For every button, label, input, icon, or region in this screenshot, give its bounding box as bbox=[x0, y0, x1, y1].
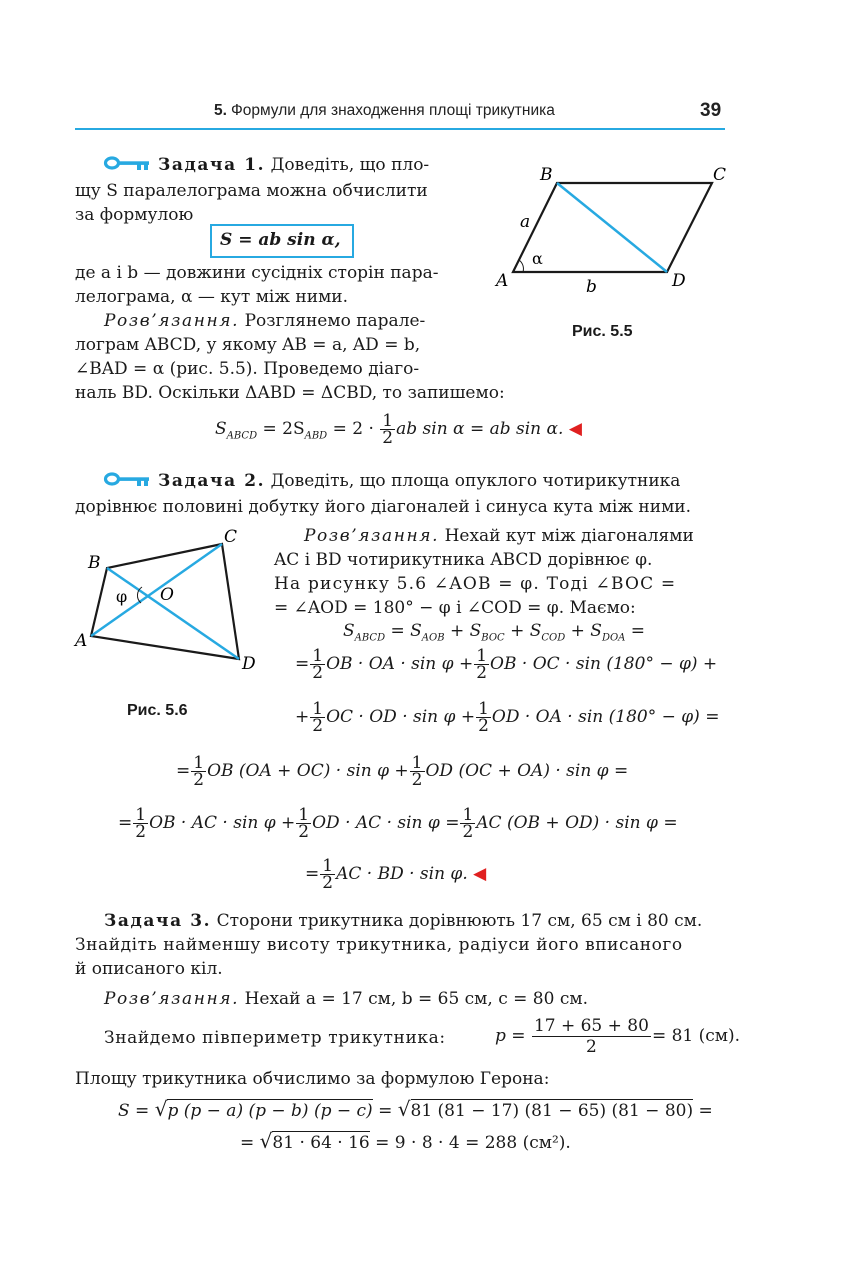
label-D: D bbox=[242, 654, 256, 674]
task2-eq3: + $\frac{1}{2}$ OC · OD · sin φ + $\frac{1}{2}$ OD · OA · sin (180° − φ) = bbox=[295, 699, 720, 736]
task1-first-line bbox=[158, 154, 468, 176]
heron-formula-2: = √81 · 64 · 16 = 9 · 8 · 4 = 288 (см²). bbox=[240, 1129, 571, 1153]
task3-text-4: Нехай a = 17 см, b = 65 см, c = 80 см. bbox=[244, 989, 588, 1009]
heron-formula-1: S = √p (p − a) (p − b) (p − c) = √81 (81 − 17) (81 − 65) (81 − 80) = bbox=[118, 1097, 713, 1121]
task1-text-4: де a і b — довжини сусідніх сторін пара- bbox=[75, 263, 439, 283]
task1-text-8: ∠BAD = α (рис. 5.5). Проведемо діаго- bbox=[75, 359, 420, 379]
task1-formula: $S_{ABCD} = 2S_{ABD} = 2$ · $\frac{1}{2}$ ab sin α = ab sin α. ◀ bbox=[215, 411, 582, 448]
page-number: 39 bbox=[700, 100, 722, 121]
label-A: A bbox=[496, 271, 509, 291]
chapter-number: 5. bbox=[214, 102, 227, 119]
label-O: O bbox=[160, 585, 174, 605]
task1-text-5: лелограма, α — кут між ними. bbox=[75, 287, 349, 307]
label-B: B bbox=[88, 553, 101, 573]
task3-solution-line bbox=[104, 988, 588, 1010]
task3-text-3: й описаного кіл. bbox=[75, 959, 223, 979]
key-icon bbox=[103, 155, 151, 171]
task2-text-6: = ∠AOD = 180° − φ і ∠COD = φ. Маємо: bbox=[274, 598, 636, 618]
task1-text-1: Доведіть, що пло- bbox=[270, 155, 430, 175]
label-alpha: α bbox=[532, 249, 543, 268]
solution-label: Розв’язання. bbox=[104, 311, 240, 331]
task2-solution-line bbox=[304, 525, 694, 547]
solution-label: Розв’язання. bbox=[104, 989, 240, 1009]
task1-text-2: щу S паралелограма можна обчислити bbox=[75, 181, 428, 201]
task3-label: Задача 3. bbox=[104, 911, 212, 931]
task1-solution-line bbox=[104, 310, 425, 332]
figure-5-6-caption: Рис. 5.6 bbox=[127, 702, 188, 719]
task1-text-6: Розглянемо парале- bbox=[244, 311, 426, 331]
task1-text-3: за формулою bbox=[75, 205, 194, 225]
task2-text-2: дорівнює половині добутку його діагоналей і синуса кута між ними. bbox=[75, 497, 692, 517]
task2-eq2: = $\frac{1}{2}$ OB · OA · sin φ + $\frac{1}{2}$ OB · OC · sin (180° − φ) + bbox=[295, 646, 718, 683]
label-D: D bbox=[672, 271, 686, 291]
figure-5-5-caption: Рис. 5.5 bbox=[572, 323, 633, 340]
task2-eq1: $S_{ABCD} = S_{AOB} + S_{BOC} + S_{COD} + S_{DOA}$ = bbox=[343, 621, 646, 644]
task2-eq4: = $\frac{1}{2}$ OB (OA + OC) · sin φ + $\frac{1}{2}$ OD (OC + OA) · sin φ = bbox=[176, 753, 629, 790]
end-marker-icon: ◀ bbox=[568, 419, 582, 439]
label-C: C bbox=[224, 527, 238, 547]
task3-text-6: Площу трикутника обчислимо за формулою Герона: bbox=[75, 1069, 550, 1089]
chapter-title: Формули для знаходження площі трикутника bbox=[230, 102, 555, 119]
semiperimeter-formula: p = $\frac{17 + 65 + 80}{2}$ = 81 (см). bbox=[495, 1016, 741, 1057]
figure-5-5-parallelogram bbox=[490, 160, 735, 300]
label-phi: φ bbox=[116, 587, 128, 606]
task3-text-1: Сторони трикутника дорівнюють 17 см, 65 см і 80 см. bbox=[216, 911, 703, 931]
task2-text-4: AC і BD чотирикутника ABCD дорівнює φ. bbox=[274, 550, 653, 570]
label-C: C bbox=[713, 165, 727, 185]
task2-first-line bbox=[158, 470, 680, 492]
task2-label: Задача 2. bbox=[158, 471, 266, 491]
task2-eq6: = $\frac{1}{2}$ AC · BD · sin φ. ◀ bbox=[305, 856, 487, 893]
header-rule bbox=[75, 128, 725, 130]
task3-first-line bbox=[104, 910, 702, 932]
running-header bbox=[214, 102, 555, 120]
task1-text-7: лограм ABCD, у якому AB = a, AD = b, bbox=[75, 335, 421, 355]
label-A: A bbox=[75, 631, 88, 651]
task2-text-5: На рисунку 5.6 ∠AOB = φ. Тоді ∠BOC = bbox=[274, 574, 677, 594]
label-B: B bbox=[540, 165, 553, 185]
key-icon bbox=[103, 471, 151, 487]
fraction-half: $\frac{1}{2}$ bbox=[382, 411, 394, 448]
task2-eq5: = $\frac{1}{2}$ OB · AC · sin φ + $\frac{1}{2}$ OD · AC · sin φ = $\frac{1}{2}$ AC (OB + OD) · sin φ = bbox=[118, 805, 678, 842]
boxed-formula bbox=[210, 224, 354, 258]
end-marker-icon: ◀ bbox=[473, 864, 487, 884]
task1-label: Задача 1. bbox=[158, 155, 266, 175]
task2-text-1: Доведіть, що площа опуклого чотирикутника bbox=[270, 471, 681, 491]
task3-text-5: Знайдемо півпериметр трикутника: bbox=[104, 1028, 446, 1048]
task2-text-3: Нехай кут між діагоналями bbox=[444, 526, 694, 546]
task1-text-9: наль BD. Оскільки ΔABD = ΔCBD, то запишемо: bbox=[75, 383, 505, 403]
solution-label: Розв’язання. bbox=[304, 526, 440, 546]
label-a: a bbox=[520, 212, 531, 232]
boxed-formula-text: S = ab sin α, bbox=[220, 230, 341, 250]
label-b: b bbox=[586, 277, 597, 297]
figure-5-6-quadrilateral bbox=[72, 525, 267, 680]
task3-text-2: Знайдіть найменшу висоту трикутника, радіуси його вписаного bbox=[75, 935, 683, 955]
